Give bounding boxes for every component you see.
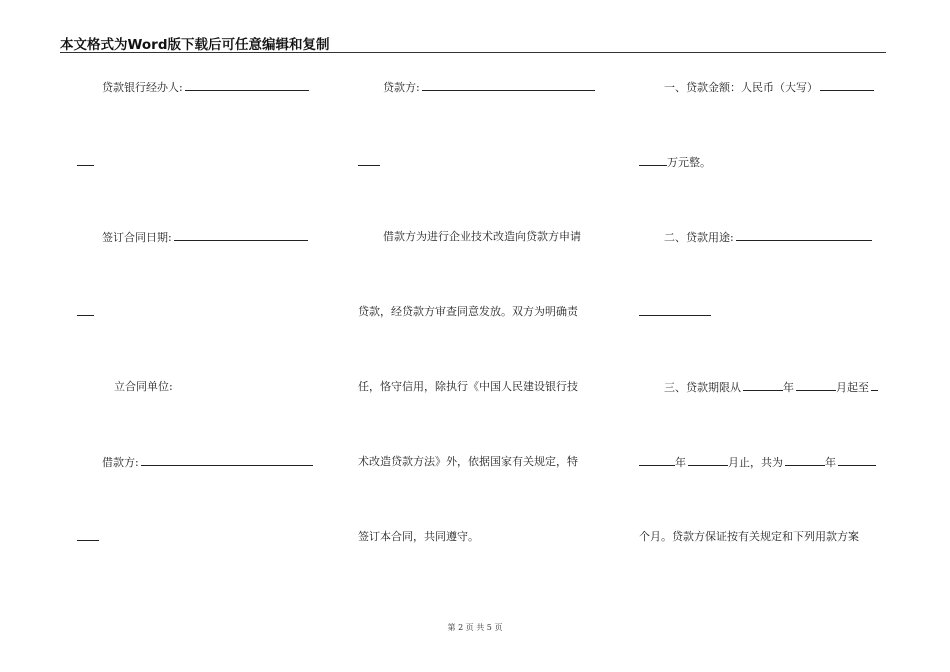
document-header-title: 本文格式为Word版下载后可任意编辑和复制 [60, 37, 330, 53]
term-start-year-blank [743, 380, 783, 391]
blank-line-4 [358, 165, 380, 166]
term-total-blank [785, 455, 825, 466]
sign-date-row [102, 230, 308, 245]
borrower-blank [141, 455, 313, 466]
loan-term-row [664, 380, 878, 395]
loan-amount-label: 一、贷款金额：人民币（大写） [664, 81, 818, 94]
lender-row [383, 80, 595, 95]
header-divider [60, 52, 886, 53]
blank-line-1 [77, 165, 94, 166]
lender-blank [422, 80, 595, 91]
loan-amount-suffix-row [639, 155, 711, 170]
sign-date-label: 签订合同日期: [102, 231, 172, 244]
term-end-month-blank [688, 455, 728, 466]
blank-line-5 [639, 315, 711, 316]
blank-line-2 [77, 315, 94, 316]
sign-date-blank [174, 230, 308, 241]
term-year-label: 年 [783, 381, 794, 394]
loan-purpose-blank [736, 230, 872, 241]
term-year2-label: 年 [675, 456, 686, 469]
lender-label: 贷款方: [383, 81, 420, 94]
term-months-blank [838, 455, 876, 466]
term-start-month-blank [796, 380, 836, 391]
loan-amount-blank-2 [639, 155, 667, 166]
blank-line-3 [77, 540, 99, 541]
borrower-row [102, 455, 313, 470]
loan-term-label: 三、贷款期限从 [664, 381, 741, 394]
term-end-year-blank [639, 455, 675, 466]
loan-term-text: 个月。贷款方保证按有关规定和下列用款方案 [639, 530, 859, 543]
term-tail-blank [871, 380, 878, 391]
borrower-label: 借款方: [102, 456, 139, 469]
paragraph-line-2: 贷款，经贷款方审查同意发放。双方为明确责 [358, 305, 578, 318]
paragraph-line-1: 借款方为进行企业技术改造向贷款方申请 [383, 230, 581, 243]
paragraph-line-5: 签订本合同，共同遵守。 [358, 530, 479, 543]
page-number-footer: 第 2 页 共 5 页 [447, 623, 503, 632]
paragraph-line-4: 术改造贷款方法》外，依据国家有关规定，特 [358, 455, 578, 468]
term-month-to-label: 月止，共为 [728, 456, 783, 469]
loan-term-row-2 [639, 455, 876, 470]
term-year3-label: 年 [825, 456, 836, 469]
loan-manager-label: 贷款银行经办人: [102, 81, 183, 94]
contract-parties-label: 立合同单位: [114, 380, 173, 393]
loan-purpose-row [664, 230, 872, 245]
loan-amount-suffix: 万元整。 [667, 156, 711, 169]
paragraph-line-3: 任，恪守信用，除执行《中国人民建设银行技 [358, 380, 578, 393]
loan-amount-row [664, 80, 874, 95]
term-month-from-label: 月起至 [836, 381, 869, 394]
loan-manager-blank [185, 80, 309, 91]
loan-manager-row [102, 80, 309, 95]
loan-amount-blank [820, 80, 874, 91]
contract-parties-row [114, 380, 173, 394]
loan-purpose-label: 二、贷款用途: [664, 231, 734, 244]
